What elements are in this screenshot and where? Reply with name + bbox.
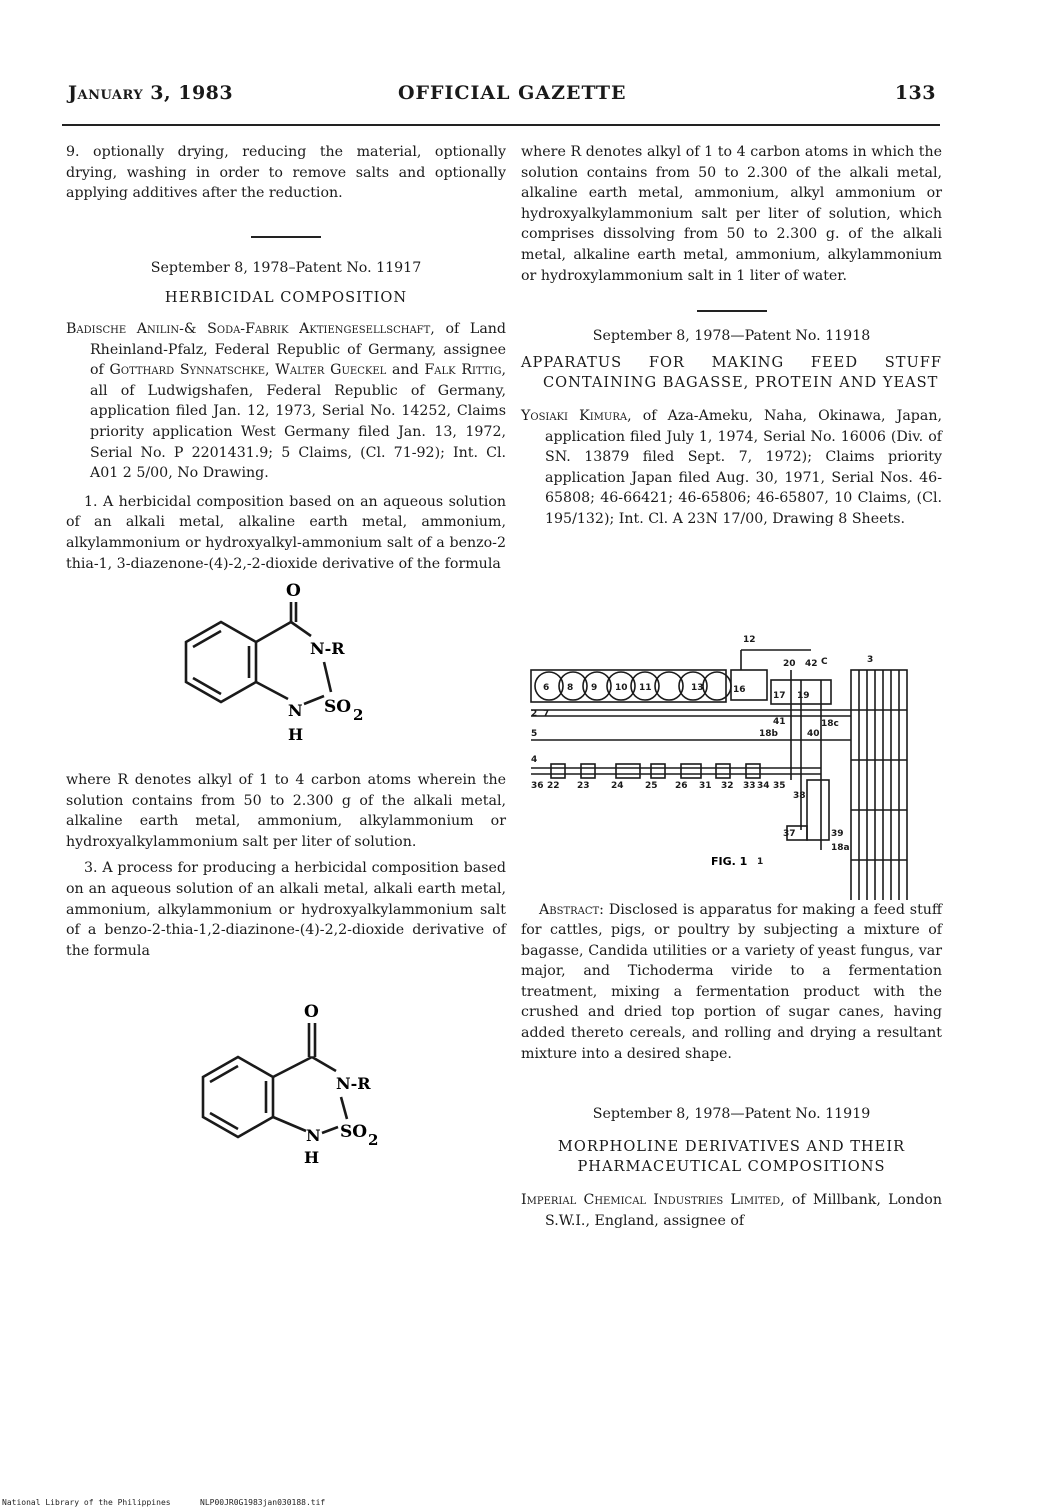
abstract-label: Abstract: <box>539 901 604 918</box>
assignment-text: of Land Rheinland-Pfalz, Federal Republic of Germany, assignee of <box>90 320 506 379</box>
figure-ref-label: 18a <box>831 842 850 853</box>
claim-3: 3. A process for producing a herbicidal composition based on an aqueous solution of an alkali metal, alkali earth metal, ammonium, alkylammonium or hydroxyalkylammonium salt of a benzo-2-thia-1,2-diazinone-(4)-2,2-dioxide derivative of the formula <box>66 860 506 959</box>
patent-11918-dateline: September 8, 1978—Patent No. 11918 <box>592 328 871 345</box>
figure-ref-label: 9 <box>591 682 598 693</box>
header-title: OFFICIAL GAZETTE <box>398 82 627 104</box>
assignor-name-3: Imperial Chemical Industries Limited, <box>521 1192 785 1209</box>
figure-caption: FIG. 1 <box>711 854 748 868</box>
inventor-names: Gotthard Synnatschke, Walter Gueckel <box>109 362 387 379</box>
figure-ref-label: 1 <box>757 856 764 867</box>
figure-ref-label: 32 <box>721 780 734 791</box>
inventor-conjunction: and <box>392 362 419 379</box>
benzene-ring-2 <box>203 1057 273 1137</box>
figure-ref-label: 6 <box>543 682 550 693</box>
nh-label-2: N <box>306 1126 321 1146</box>
figure-ref-label: 19 <box>797 690 810 701</box>
figure-ref-label: 37 <box>783 828 796 839</box>
apparatus-figure <box>521 530 942 900</box>
figure-ref-label: 23 <box>577 780 590 791</box>
figure-ref-label: 12 <box>743 634 756 645</box>
benzene-ring <box>186 622 256 702</box>
figure-ref-label: 26 <box>675 780 688 791</box>
where-clause-2: where R denotes alkyl of 1 to 4 carbon atoms in which the solution contains from 50 to 2.300 of the alkali metal, alkaline earth metal, ammonium, alkyl ammonium or hydroxyalkylammonium salt per liter of solution, which comprises dissolving from 50 to 2.300 g. of the alkali metal, alkaline earth metal, ammonium, alkylammonium or hydroxylammonium salt in 1 liter of water. <box>521 144 942 284</box>
patent-11917-title: HERBICIDAL COMPOSITION <box>164 289 408 307</box>
patent-11919-dateline: September 8, 1978—Patent No. 11919 <box>592 1106 871 1123</box>
so2-label: SO <box>324 697 352 718</box>
figure-ref-label: 20 <box>783 658 796 669</box>
hydrogen-label-2: H <box>304 1148 320 1168</box>
inventor-name: Yosiaki Kimura, <box>521 407 632 424</box>
header-rule <box>62 124 940 126</box>
patent-11919-parties <box>521 1190 942 1231</box>
figure-ref-label: 3 <box>867 654 874 665</box>
figure-ref-label: 8 <box>567 682 574 693</box>
patent-11918-abstract <box>521 900 942 1065</box>
figure-ref-label: 41 <box>773 716 786 727</box>
so2-subscript: 2 <box>353 706 364 725</box>
patent-11917-parties <box>66 319 506 484</box>
so2-subscript-2: 2 <box>368 1131 379 1150</box>
n-r-label: N-R <box>310 639 345 659</box>
figure-ref-label: 7 <box>543 708 550 719</box>
patent-11919-title: MORPHOLINE DERIVATIVES AND THEIR PHARMACEUTICAL COMPOSITIONS <box>557 1137 906 1176</box>
figure-ref-label: 4 <box>531 754 538 765</box>
patent-11919-details: of Millbank, London S.W.I., England, assignee of <box>545 1192 942 1229</box>
where-clause-1: where R denotes alkyl of 1 to 4 carbon atoms wherein the solution contains from 50 to 2.300 g of the alkali metal, alkaline earth metal, ammonium, alkylammonium or hydroxyalkylammonium salt per liter of solution. <box>66 772 506 850</box>
figure-ref-label: 2 <box>531 708 538 719</box>
figure-ref-label: 35 <box>773 780 786 791</box>
header-date: January 3, 1983 <box>68 82 234 104</box>
nh-label: N <box>288 701 303 721</box>
n-r-label-2: N-R <box>336 1074 371 1094</box>
inventor-last: Falk Rittig, <box>424 362 506 379</box>
figure-ref-label: 42 <box>805 658 818 669</box>
patent-11918-title: APPARATUS FOR MAKING FEED STUFF CONTAINING BAGASSE, PROTEIN AND YEAST <box>521 353 942 392</box>
figure-ref-label: 40 <box>807 728 820 739</box>
figure-ref-label: 13 <box>691 682 704 693</box>
continuation-paragraph: 9. optionally drying, reducing the material, optionally drying, washing in order to remove salts and optionally applying additives after the reduction. <box>66 144 506 202</box>
figure-ref-label: 5 <box>531 728 538 739</box>
claim-1: 1. A herbicidal composition based on an aqueous solution of an alkali metal, alkaline earth metal, ammonium, alkylammonium or hydroxyalkyl-ammonium salt of a benzo-2 thia-1, 3-diazenone-(4)-2,-2-dioxide derivative of the formula <box>66 493 506 572</box>
page-number: 133 <box>894 82 936 104</box>
figure-ref-label: 31 <box>699 780 712 791</box>
oxygen-label: O <box>286 581 301 602</box>
figure-ref-label: 25 <box>645 780 658 791</box>
patent-11917-details: all of Ludwigshafen, Federal Republic of Germany, application filed Jan. 12, 1973, Serial No. 14252, Claims priority application West Germany filed Jan. 13, 1972, Serial No. P 2201431.9; 5 Claims, (Cl. 71-92); Int. Cl. A01 2 5/00, No Drawing. <box>90 382 506 482</box>
hydrogen-label: H <box>288 725 304 745</box>
figure-ref-label: C <box>821 656 828 667</box>
figure-ref-label: 38 <box>793 790 806 801</box>
right-column <box>521 142 942 1231</box>
figure-ref-label: 11 <box>639 682 652 693</box>
figure-ref-label: 17 <box>773 690 786 701</box>
figure-ref-label: 16 <box>733 684 746 695</box>
chemical-formula-1 <box>66 574 506 770</box>
figure-ref-label: 33 <box>743 780 756 791</box>
oxygen-label-2: O <box>304 1002 319 1023</box>
figure-ref-label: 36 <box>531 780 544 791</box>
left-column <box>66 142 506 1191</box>
figure-ref-label: 24 <box>611 780 624 791</box>
so2-label-2: SO <box>340 1122 368 1143</box>
footer-library: National Library of the Philippines <box>2 1498 171 1507</box>
patent-11917-dateline: September 8, 1978–Patent No. 11917 <box>150 259 422 276</box>
chemical-formula-2 <box>66 961 506 1191</box>
abstract-text: Disclosed is apparatus for making a feed stuff for cattles, pigs, or poultry by subjecting a mixture of bagasse, Candida utilities or a variety of yeast fungus, var major, and Tichoderma viride to a fermentation treatment, mixing a fermentation product with the crushed and dried top portion of sugar canes, having added thereto cereals, and rolling and drying a resultant mixture into a desired shape. <box>521 901 942 1062</box>
figure-ref-label: 18c <box>821 718 839 729</box>
assignor-name: Badische Anilin-& Soda-Fabrik Aktiengesellschaft, <box>66 320 435 337</box>
patent-11918-details: of Aza-Ameku, Naha, Okinawa, Japan, application filed July 1, 1974, Serial No. 16006 (Div. of SN. 13879 filed Sept. 7, 1972); Claims priority application Japan filed Aug. 30, 1971, Serial Nos. 46-65808; 46-66421; 46-65806; 46-65807, 10 Claims, (Cl. 195/132); Int. Cl. A 23N 17/00, Drawing 8 Sheets. <box>545 407 942 527</box>
patent-11918-parties <box>521 406 942 530</box>
figure-ref-label: 39 <box>831 828 844 839</box>
figure-ref-label: 10 <box>615 682 628 693</box>
figure-ref-label: 18b <box>759 728 778 739</box>
figure-ref-label: 34 <box>757 780 770 791</box>
figure-ref-label: 22 <box>547 780 560 791</box>
footer-file: NLP00JR0G1983jan030188.tif <box>200 1498 326 1507</box>
